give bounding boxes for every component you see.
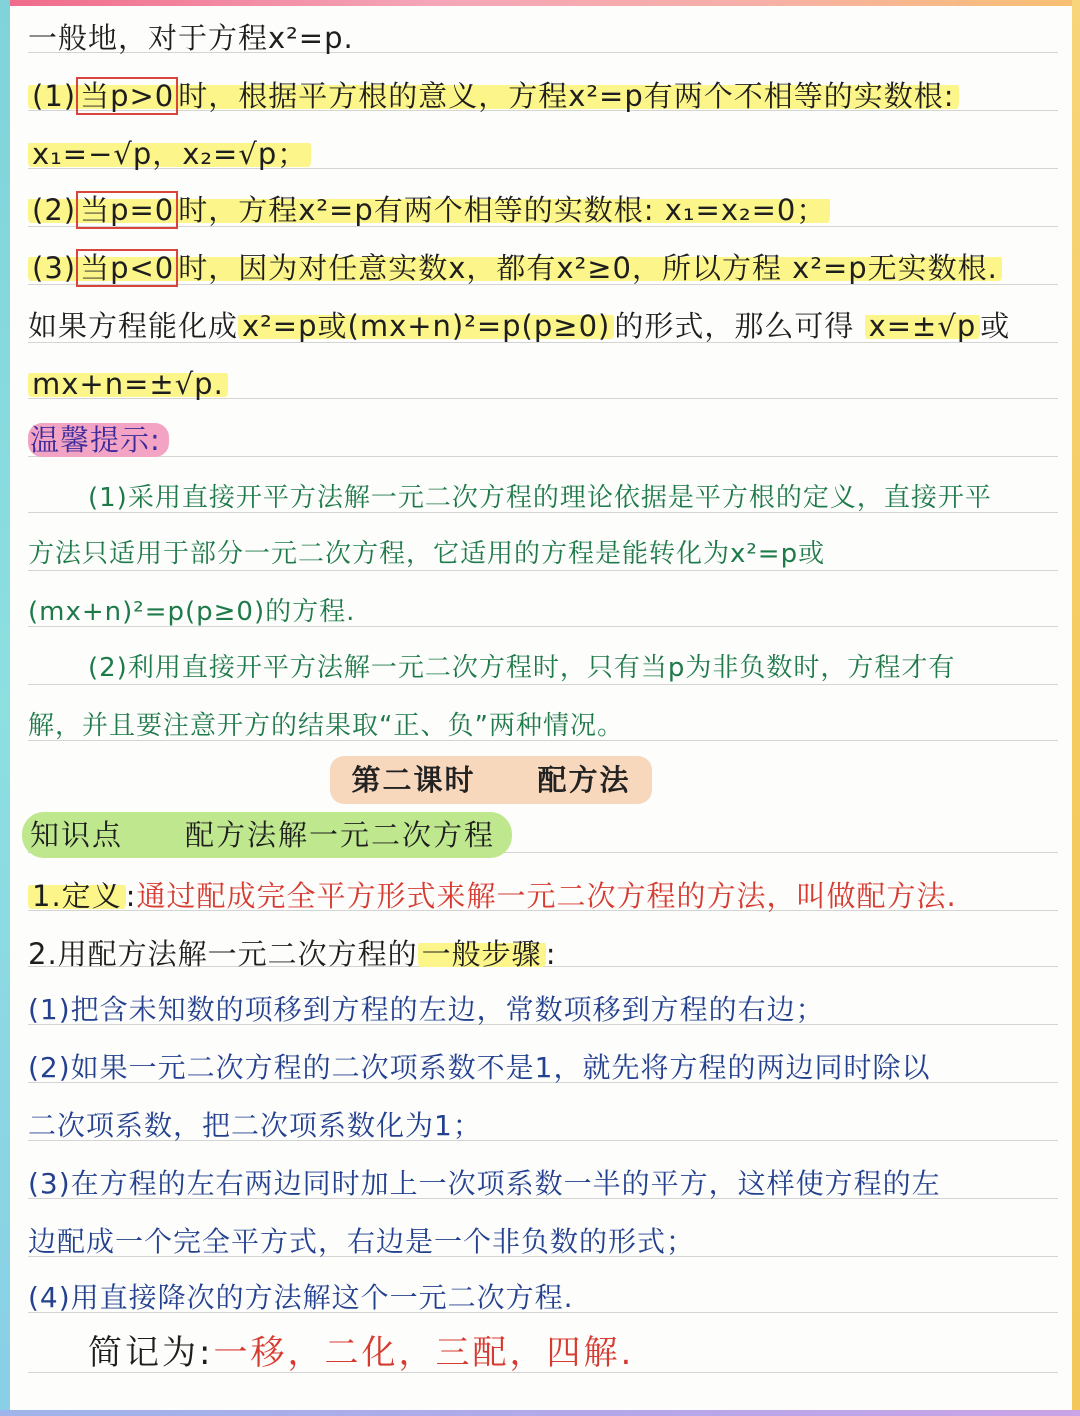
case1-roots: x₁=−√p，x₂=√p；	[28, 137, 311, 171]
knowledge-point: 知识点 配方法解一元二次方程	[30, 818, 496, 852]
case3-number: (3)	[32, 251, 77, 285]
steps-title-post: :	[545, 937, 557, 971]
step2-line2: 二次项系数，把二次项系数化为1；	[28, 1109, 482, 1142]
steps-title-pre: 2.用配方法解一元二次方程的	[28, 937, 418, 971]
tip-p2-line1: (2)利用直接开平方法解一元二次方程时，只有当p为非负数时，方程才有	[88, 653, 956, 683]
general-line2	[28, 364, 228, 404]
step4: (4)用直接降次的方法解这个一元二次方程.	[28, 1281, 574, 1314]
right-border	[1072, 0, 1080, 1416]
case3-text: 时，因为对任意实数x，都有x²≥0，所以方程 x²=p无实数根.	[178, 251, 998, 285]
case1-number: (1)	[32, 79, 77, 113]
case1-line	[28, 76, 959, 116]
lesson-title: 第二课时 配方法	[351, 763, 631, 797]
general-or: 或	[980, 309, 1011, 343]
summary-label: 简记为:	[88, 1333, 214, 1373]
left-border	[0, 0, 10, 1416]
intro-line: 一般地，对于方程x²=p.	[28, 21, 354, 55]
case3-condition-box: 当p<0	[76, 249, 178, 287]
definition-label: 1.定义	[28, 879, 126, 913]
case2-line	[28, 190, 830, 230]
tip-p1-line3: (mx+n)²=p(p≥0)的方程.	[28, 597, 356, 627]
case1-text: 时，根据平方根的意义，方程x²=p有两个不相等的实数根:	[178, 79, 955, 113]
general-result1: x=±√p	[865, 309, 981, 343]
general-mid: 的形式，那么可得	[614, 309, 855, 343]
tip-p1-line1: (1)采用直接开平方法解一元二次方程的理论依据是平方根的定义，直接开平	[88, 483, 992, 513]
case3-highlight	[28, 251, 1002, 285]
summary-line	[88, 1330, 634, 1376]
general-line	[28, 306, 1010, 346]
bottom-border	[0, 1410, 1080, 1416]
case1-roots-line	[28, 134, 311, 174]
steps-title-highlight: 一般步骤	[418, 937, 546, 971]
step2-line1: (2)如果一元二次方程的二次项系数不是1，就先将方程的两边同时除以	[28, 1051, 931, 1084]
step1: (1)把含未知数的项移到方程的左边，常数项移到方程的右边；	[28, 993, 825, 1026]
general-pre: 如果方程能化成	[28, 309, 239, 343]
general-form: x²=p或(mx+n)²=p(p≥0)	[238, 309, 614, 343]
definition-text: 通过配成完全平方形式来解一元二次方程的方法，叫做配方法.	[136, 879, 957, 913]
tip-p1-line2: 方法只适用于部分一元二次方程，它适用的方程是能转化为x²=p或	[28, 539, 826, 569]
tip-label: 温馨提示:	[28, 423, 169, 457]
case2-condition-box: 当p=0	[76, 191, 178, 229]
case1-highlight	[28, 79, 959, 113]
definition-colon: :	[125, 879, 137, 913]
tip-p2-line2: 解，并且要注意开方的结果取“正、负”两种情况。	[28, 711, 624, 741]
case2-highlight	[28, 193, 830, 227]
case3-line	[28, 248, 1002, 288]
step3-line1: (3)在方程的左右两边同时加上一次项系数一半的平方，这样使方程的左	[28, 1167, 941, 1200]
general-result2: mx+n=±√p.	[28, 367, 228, 401]
summary-text: 一移，二化，三配，四解.	[213, 1333, 635, 1373]
case2-number: (2)	[32, 193, 77, 227]
steps-title-line	[28, 934, 556, 974]
definition-line	[28, 876, 957, 916]
top-border	[0, 0, 1080, 6]
case1-condition-box: 当p>0	[76, 77, 178, 115]
case2-text: 时，方程x²=p有两个相等的实数根: x₁=x₂=0；	[178, 193, 827, 227]
tip-line	[28, 420, 169, 460]
step3-line2: 边配成一个完全平方式，右边是一个非负数的形式；	[28, 1225, 696, 1258]
